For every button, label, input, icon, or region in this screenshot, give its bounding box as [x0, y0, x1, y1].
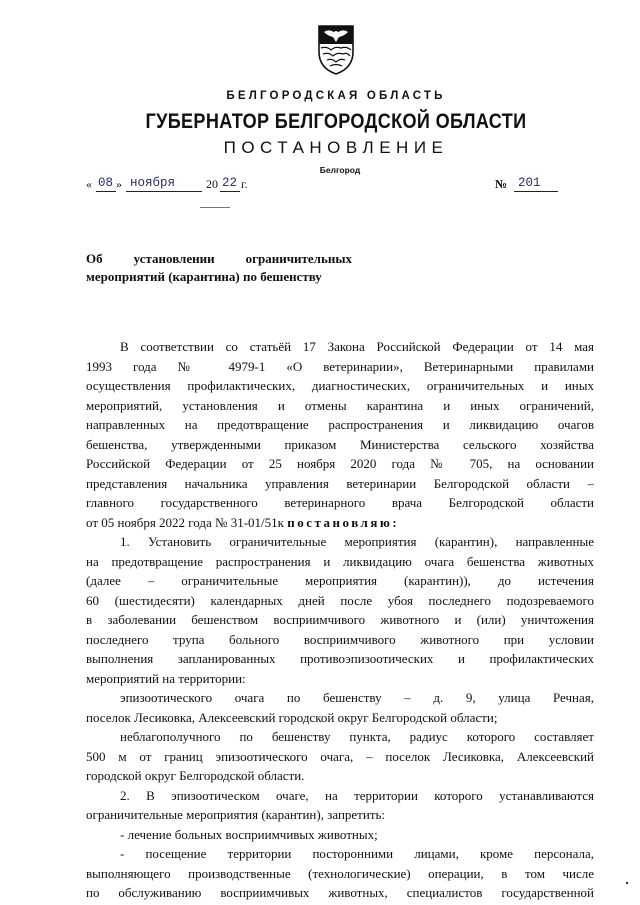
- day-underline: [96, 191, 116, 192]
- body-line: [86, 669, 594, 689]
- number-label: №: [495, 177, 508, 191]
- governor-heading: ГУБЕРНАТОР БЕЛГОРОДСКОЙ ОБЛАСТИ: [145, 110, 527, 133]
- year-underline: [220, 191, 240, 192]
- body-line-text: выполняющего производственные (технологические) операции, в том числе: [86, 865, 594, 881]
- body-line-text: осуществления профилактических, диагностических, ограничительных и иных: [86, 378, 594, 393]
- body-line-text: представления начальника управления ветеринарии Белгородской области –: [86, 475, 594, 491]
- body-line: [86, 532, 594, 552]
- body-line: [86, 591, 594, 611]
- body-line-text: Российской Федерации от 25 ноября 2020 года № 705, на основании: [86, 456, 594, 471]
- date-year-suffix: 22: [222, 176, 238, 190]
- body-line: [86, 376, 594, 396]
- body-line: [86, 415, 594, 435]
- body-line-text: на предотвращение распространения и ликвидацию очага бешенства животных: [86, 553, 594, 569]
- body-line-text: - посещение территории посторонними лицами, кроме персонала,: [120, 846, 594, 861]
- date-day: 08: [98, 176, 114, 190]
- body-line: [86, 786, 594, 806]
- body-line-text: 1. Установить ограничительные мероприятия (карантин), направленные: [120, 534, 594, 549]
- city-label: Белгород: [319, 165, 361, 175]
- body-line-text: выполнения запланированных противоэпизоотических и профилактических: [86, 651, 594, 666]
- month-underline: [126, 191, 202, 192]
- body-line: [86, 571, 594, 591]
- body-line: [86, 688, 594, 708]
- body-line: [86, 610, 594, 630]
- decree-number: 201: [518, 176, 541, 190]
- body-line-text: ограничительные мероприятия (карантин), запретить:: [86, 807, 386, 822]
- body-line-text: главного государственного ветеринарного врача Белгородской области: [86, 495, 594, 510]
- body-line-text: городской округ Белгородской области.: [86, 768, 305, 783]
- body-line: [86, 844, 594, 864]
- body-line: [86, 708, 594, 728]
- body-line: [86, 805, 594, 825]
- date-close-quote: »: [116, 177, 122, 191]
- body-line: [86, 649, 594, 669]
- scan-dot: [626, 882, 628, 884]
- date-open-quote: «: [86, 177, 92, 191]
- body-line: [86, 396, 594, 416]
- title-line: Об установлении ограничительных: [86, 251, 352, 266]
- body-line-text: неблагополучного по бешенству пункта, радиус которого составляет: [120, 729, 594, 744]
- body-line-text: 500 м от границ эпизоотического очага, – поселок Лесиковка, Алексеевский: [86, 748, 594, 764]
- body-line-text: поселок Лесиковка, Алексеевский городской округ Белгородской области;: [86, 709, 498, 725]
- body-line: [86, 513, 594, 533]
- body-line: [86, 435, 594, 455]
- number-underline: [514, 191, 558, 192]
- body-line-text: последнего трупа больного восприимчивого животного при условии: [86, 631, 594, 647]
- body-line-text: в заболевании бешенством восприимчивого животного и (или) уничтожения: [86, 612, 594, 627]
- region-heading: БЕЛГОРОДСКАЯ ОБЛАСТЬ: [226, 90, 446, 102]
- body-line-text: (далее – ограничительные мероприятия (карантин)), до истечения: [86, 573, 594, 588]
- body-line: [86, 825, 594, 845]
- resolve-keyword: постановляю:: [287, 514, 400, 530]
- date-month: ноября: [130, 176, 176, 190]
- body-line-text: по обслуживанию восприимчивых животных, специалистов государственной: [86, 885, 594, 900]
- body-line: [86, 727, 594, 747]
- body-line: [86, 747, 594, 767]
- body-line-text: мероприятий на территории:: [86, 670, 246, 686]
- body-line-text: мероприятий, установления и отмены карантина и иных ограничений,: [86, 397, 594, 413]
- document-title: [86, 250, 352, 286]
- body-line: [86, 357, 594, 377]
- body-line: [86, 337, 594, 357]
- body-line-text: 60 (шестидесяти) календарных дней после убоя последнего подозреваемого: [86, 592, 594, 608]
- body-line: [86, 474, 594, 494]
- coat-of-arms-emblem: [315, 22, 357, 76]
- body-line-text: бешенства, утвержденными приказом Министерства сельского хозяйства: [86, 436, 594, 452]
- date-line: [86, 176, 566, 194]
- body-line: [86, 864, 594, 884]
- body-line: [86, 883, 594, 903]
- body-line-text: 2. В эпизоотическом очаге, на территории которого устанавливаются: [120, 787, 594, 803]
- date-year-prefix: 20: [206, 177, 218, 191]
- body-line-text: от 05 ноября 2022 года № 31-01/51к: [86, 514, 284, 530]
- body-line: [86, 630, 594, 650]
- body-line: [86, 454, 594, 474]
- body-line-text: направленных на предотвращение распространения и ликвидацию очагов: [86, 417, 594, 432]
- body-line: [86, 493, 594, 513]
- title-line: мероприятий (карантина) по бешенству: [86, 269, 322, 284]
- date-year-unit: г.: [241, 177, 248, 191]
- body-line-text: В соответствии со статьёй 17 Закона Российской Федерации от 14 мая: [120, 339, 594, 354]
- body-line-text: - лечение больных восприимчивых животных;: [120, 826, 378, 842]
- body-line-text: 1993 года № 4979-1 «О ветеринарии», Ветеринарными правилами: [86, 358, 594, 374]
- body-line: [86, 766, 594, 786]
- document-type-heading: ПОСТАНОВЛЕНИЕ: [223, 138, 449, 157]
- body-line-text: эпизоотического очага по бешенству – д. 9, улица Речная,: [120, 690, 594, 705]
- separator-mark: [200, 207, 230, 208]
- document-body: [86, 337, 594, 903]
- body-line: [86, 552, 594, 572]
